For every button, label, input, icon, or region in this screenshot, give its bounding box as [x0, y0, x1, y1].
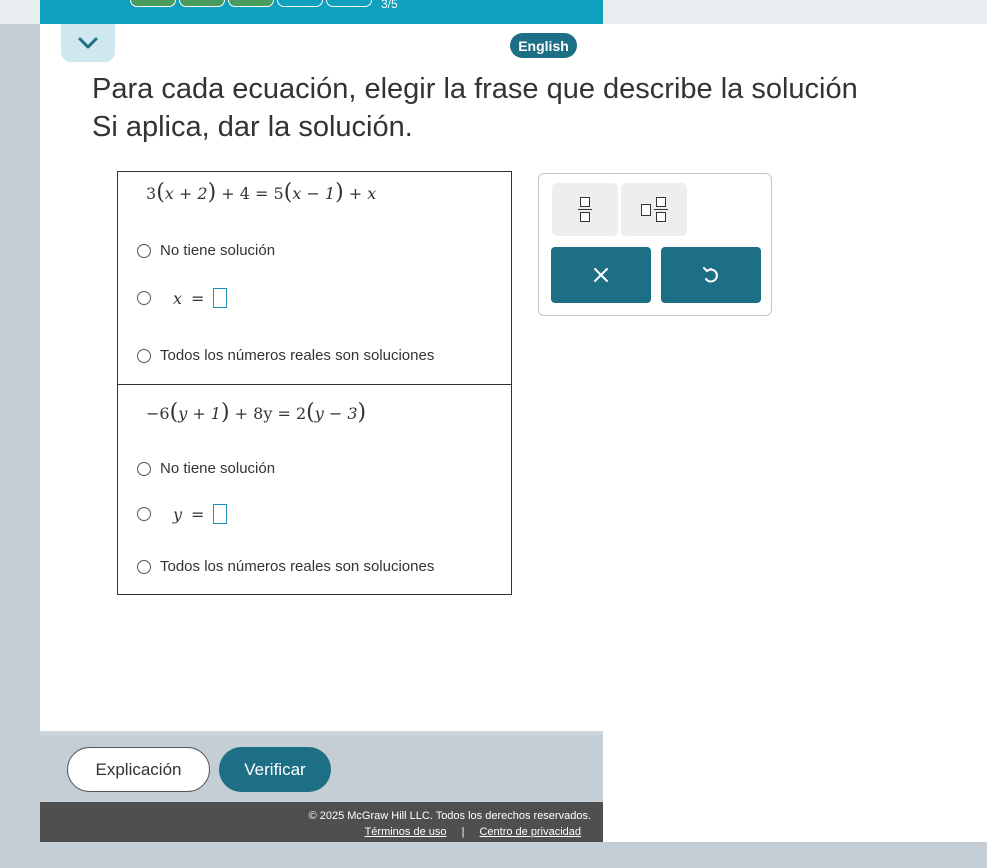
language-button[interactable]: English	[510, 33, 577, 58]
equals-sign: =	[191, 504, 205, 524]
copyright-text: © 2025 McGraw Hill LLC. Todos los derechos reservados.	[308, 810, 591, 822]
terms-link[interactable]: Términos de uso	[364, 826, 447, 838]
instructions	[92, 70, 987, 146]
answer-expression	[173, 504, 227, 524]
radio-button[interactable]	[137, 349, 151, 363]
problem-1	[118, 172, 511, 385]
undo-icon	[702, 265, 720, 285]
radio-button[interactable]	[137, 291, 151, 305]
progress-text: 3/5	[381, 0, 398, 11]
progress-indicator	[130, 0, 398, 11]
radio-button[interactable]	[137, 560, 151, 574]
instructions-line-2: Si aplica, dar la solución.	[92, 111, 413, 143]
mixed-number-icon	[641, 197, 668, 223]
problem-2	[118, 384, 511, 594]
clear-button[interactable]	[551, 247, 651, 303]
radio-button[interactable]	[137, 507, 151, 521]
option-value[interactable]	[137, 288, 227, 308]
verify-button[interactable]: Verificar	[219, 747, 331, 792]
option-label: Todos los números reales son soluciones	[160, 347, 435, 364]
footer	[40, 802, 603, 842]
radio-button[interactable]	[137, 462, 151, 476]
equation-term: −6	[146, 404, 170, 423]
option-all-reals[interactable]	[137, 347, 434, 364]
clear-icon	[592, 266, 610, 284]
equation-term: y − 3	[314, 404, 358, 423]
option-label: Todos los números reales son soluciones	[160, 558, 435, 575]
variable-label: y	[173, 504, 183, 524]
answer-expression	[173, 288, 227, 308]
option-value[interactable]	[137, 504, 227, 524]
progress-segment	[326, 0, 372, 7]
undo-button[interactable]	[661, 247, 761, 303]
progress-segment	[179, 0, 225, 7]
answer-input-x[interactable]	[213, 288, 227, 308]
collapse-toggle[interactable]	[61, 24, 115, 62]
equation-term: 3	[146, 184, 157, 203]
progress-segment	[277, 0, 323, 7]
equation-term: x − 1	[292, 184, 336, 203]
chevron-down-icon	[77, 36, 99, 50]
panel-edge	[603, 732, 987, 842]
equals-sign: =	[191, 288, 205, 308]
radio-button[interactable]	[137, 244, 151, 258]
answer-input-y[interactable]	[213, 504, 227, 524]
option-no-solution[interactable]	[137, 460, 275, 477]
explanation-button[interactable]: Explicación	[67, 747, 210, 792]
equation-1: 3(x + 2) + 4 = 5(x − 1) + x	[146, 180, 377, 205]
math-palette	[538, 173, 772, 316]
equation-term: + 8y = 2	[234, 404, 307, 423]
footer-separator: |	[461, 826, 465, 838]
equation-term: + 4 = 5	[221, 184, 284, 203]
instructions-line-1: Para cada ecuación, elegir la frase que describe la solución	[92, 73, 858, 105]
equation-2: −6(y + 1) + 8y = 2(y − 3)	[146, 400, 367, 425]
equation-term: + x	[348, 184, 377, 203]
progress-segment	[228, 0, 274, 7]
fraction-button[interactable]	[552, 183, 618, 236]
privacy-link[interactable]: Centro de privacidad	[479, 826, 581, 838]
equation-term: y + 1	[178, 404, 221, 423]
option-no-solution[interactable]	[137, 242, 275, 259]
divider	[40, 731, 603, 735]
option-label: No tiene solución	[160, 460, 276, 477]
footer-links	[365, 826, 581, 838]
option-label: No tiene solución	[160, 242, 276, 259]
mixed-number-button[interactable]	[621, 183, 687, 236]
option-all-reals[interactable]	[137, 558, 434, 575]
progress-segment	[130, 0, 176, 7]
variable-label: x	[173, 288, 183, 308]
fraction-icon	[578, 197, 592, 223]
problems-box	[117, 171, 512, 595]
equation-term: x + 2	[164, 184, 208, 203]
